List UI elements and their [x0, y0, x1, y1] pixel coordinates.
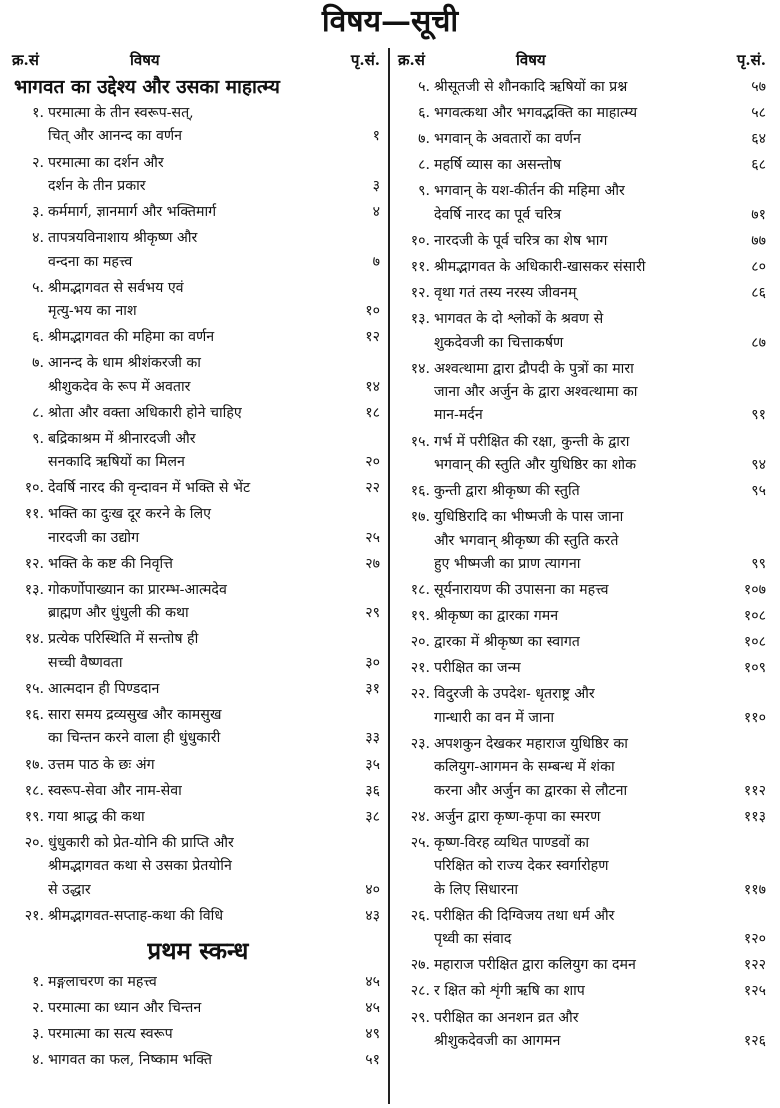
entry-number: २. [32, 999, 44, 1016]
entry-page: ५१ [365, 1052, 380, 1069]
entry-title: महर्षि व्यास का असन्तोष [434, 157, 562, 174]
entry-number: १४. [24, 631, 44, 648]
toc-entry [10, 1023, 382, 1046]
entry-page: १०७ [743, 582, 766, 599]
toc-entry [396, 733, 768, 803]
entry-page: ९५ [751, 483, 766, 500]
section-heading: प्रथम स्कन्ध [147, 935, 249, 965]
toc-entry [10, 806, 382, 829]
entry-title: कर्ममार्ग, ज्ञानमार्ग और भक्तिमार्ग [48, 204, 217, 220]
entry-page: ९१ [751, 407, 766, 424]
serial-header: क्र.सं [12, 51, 39, 69]
entry-number: २१. [410, 660, 430, 677]
entry-page: १४ [365, 378, 380, 395]
entry-page: १८ [365, 404, 380, 421]
toc-entry [10, 277, 382, 324]
toc-entry [396, 102, 768, 125]
entry-number: ११. [410, 258, 430, 275]
toc-entry [10, 553, 382, 576]
entry-title: महाराज परीक्षित द्वारा कलियुग का दमन [434, 957, 636, 974]
entry-title: परमात्मा का दर्शन और दर्शन के तीन प्रकार [48, 154, 164, 194]
entry-title: धुंधुकारी को प्रेत-योनि की प्राप्ति और श्रीमद्भागवत कथा से उसका प्रेतयोनि से उद्धार [48, 834, 234, 898]
toc-entry [10, 997, 382, 1020]
entry-title: गर्भ में परीक्षित की रक्षा, कुन्ती के द्वारा भगवान् की स्तुति और युधिष्ठिर का शोक [434, 433, 636, 473]
toc-entry [396, 230, 768, 253]
page-header: पृ.सं. [350, 51, 380, 69]
entry-page: १२० [743, 931, 766, 948]
toc-entry [10, 971, 382, 994]
entry-number: १९. [410, 608, 430, 625]
section-heading: भागवत का उद्देश्य और उसका माहात्म्य [14, 76, 280, 98]
entry-title: भक्ति के कष्ट की निवृत्ति [48, 555, 173, 572]
entry-number: ८. [32, 404, 44, 421]
entry-number: ७. [32, 355, 44, 372]
toc-entry [10, 503, 382, 550]
toc-entry [396, 657, 768, 680]
entry-page: १ [372, 128, 380, 145]
entry-page: २७ [365, 555, 380, 572]
right-column [396, 46, 768, 1056]
entry-title: नारदजी के पूर्व चरित्र का शेष भाग [434, 232, 608, 249]
entry-number: ९. [32, 430, 44, 447]
entry-number: २१. [24, 907, 44, 924]
toc-entry [396, 832, 768, 902]
toc-entry [396, 605, 768, 628]
entry-title: भक्ति का दुःख दूर करने के लिए नारदजी का उद्योग [48, 506, 211, 546]
toc-entry [396, 980, 768, 1003]
entry-title: मङ्गलाचरण का महत्त्व [48, 973, 157, 990]
toc-entry [396, 128, 768, 151]
toc-entry [10, 102, 382, 149]
entry-title: भगवत्कथा और भगवद्भक्ति का माहात्म्य [434, 105, 638, 122]
entry-number: १७. [24, 756, 44, 773]
toc-list [10, 102, 382, 928]
toc-entry [396, 905, 768, 952]
entry-page: ११३ [743, 808, 766, 825]
entry-page: १२२ [743, 957, 766, 974]
entry-page: १० [365, 303, 380, 319]
entry-title: अर्जुन द्वारा कृष्ण-कृपा का स्मरण [434, 808, 601, 825]
entry-title: श्रीमद्भागवत के अधिकारी-खासकर संसारी [434, 258, 646, 275]
entry-number: ६. [418, 105, 430, 122]
entry-page: ७१ [751, 206, 766, 223]
entry-number: १०. [410, 232, 430, 249]
entry-title: विदुरजी के उपदेश- धृतराष्ट्र और गान्धारी का वन में जाना [434, 686, 595, 726]
entry-title: सूर्यनारायण की उपासना का महत्त्व [434, 582, 609, 599]
toc-entry [10, 832, 382, 902]
entry-number: १८. [24, 782, 44, 799]
entry-title: श्रीमद्भागवत की महिमा का वर्णन [48, 329, 215, 346]
entry-number: १. [32, 973, 44, 990]
entry-page: ३३ [365, 730, 380, 747]
toc-list [396, 76, 768, 1053]
entry-title: परीक्षित का जन्म [434, 660, 521, 677]
toc-entry [10, 628, 382, 675]
entry-title: आत्मदान ही पिण्डदान [48, 680, 160, 697]
entry-number: ३. [32, 1026, 44, 1043]
entry-number: २४. [410, 808, 430, 825]
toc-entry [396, 506, 768, 576]
entry-title: भगवान् के यश-कीर्तन की महिमा और देवर्षि नारद का पूर्व चरित्र [434, 183, 625, 223]
toc-entry [10, 905, 382, 928]
serial-header: क्र.सं [398, 51, 425, 69]
toc-entry [396, 806, 768, 829]
entry-page: ५७ [751, 79, 766, 95]
entry-number: ४. [32, 230, 44, 247]
entry-page: १०९ [743, 660, 766, 677]
left-column [10, 46, 382, 1075]
entry-number: ५. [418, 79, 430, 95]
entry-title: स्वरूप-सेवा और नाम-सेवा [48, 782, 182, 799]
toc-entry [10, 152, 382, 199]
toc-entry [10, 579, 382, 626]
entry-page: ५८ [751, 105, 766, 122]
entry-number: १७. [410, 509, 430, 526]
entry-page: ७ [372, 253, 380, 270]
entry-number: ८. [418, 157, 430, 174]
toc-entry [396, 154, 768, 177]
entry-page: २० [365, 454, 380, 471]
entry-page: ११० [743, 709, 766, 726]
entry-number: २८. [410, 983, 430, 1000]
entry-number: २. [32, 154, 44, 171]
entry-number: ११. [24, 506, 44, 523]
entry-page: ६८ [751, 157, 766, 174]
entry-title: परीक्षित की दिग्विजय तथा धर्म और पृथ्वी का संवाद [434, 907, 615, 948]
entry-page: ४९ [365, 1026, 380, 1043]
column-header [10, 46, 382, 72]
entry-number: १९. [24, 808, 44, 825]
entry-title: भागवत के दो श्लोकों के श्रवण से शुकदेवजी का चित्ताकर्षण [434, 311, 604, 351]
toc-entry [10, 227, 382, 274]
entry-page: ८० [751, 258, 766, 275]
toc-entry [10, 326, 382, 349]
toc-entry [10, 402, 382, 425]
entry-page: ३० [365, 654, 380, 671]
toc-list [10, 971, 382, 1073]
toc-entry [396, 480, 768, 503]
page-header: पृ.सं. [736, 51, 766, 69]
entry-title: युधिष्ठिरादि का भीष्मजी के पास जाना और भगवान् श्रीकृष्ण की स्तुति करते हुए भीष्मजी का प्राण त्यागना [434, 509, 624, 572]
toc-entry [396, 1007, 768, 1054]
toc-entry [396, 954, 768, 977]
column-divider [388, 48, 390, 1104]
toc-entry [396, 282, 768, 305]
toc-entry [10, 477, 382, 500]
entry-page: १२६ [743, 1032, 766, 1049]
entry-page: १२५ [743, 983, 766, 1000]
toc-entry [396, 631, 768, 654]
entry-page: ४५ [365, 973, 380, 990]
entry-page: ८७ [751, 334, 766, 351]
entry-page: २९ [365, 605, 380, 622]
entry-number: २०. [24, 834, 44, 851]
entry-title: गोकर्णोपाख्यान का प्रारम्भ-आत्मदेव ब्राह्मण और धुंधुली की कथा [48, 581, 227, 622]
entry-page: ४३ [365, 907, 380, 924]
entry-number: २३. [410, 735, 430, 752]
entry-page: ४ [372, 204, 380, 220]
entry-page: ३८ [365, 808, 380, 825]
entry-number: ९. [418, 183, 430, 200]
entry-title: श्रीसूतजी से शौनकादि ऋषियों का प्रश्न [434, 79, 628, 95]
entry-number: १३. [24, 581, 44, 598]
entry-number: २०. [410, 634, 430, 651]
entry-number: १८. [410, 582, 430, 599]
entry-page: २२ [365, 480, 380, 497]
entry-page: ७७ [751, 232, 766, 249]
entry-title: अश्वत्थामा द्वारा द्रौपदी के पुत्रों का मारा जाना और अर्जुन के द्वारा अश्वत्थामा का मान-मर्दन [434, 360, 638, 424]
entry-number: ४. [32, 1052, 44, 1069]
entry-number: ६. [32, 329, 44, 346]
entry-title: द्वारका में श्रीकृष्ण का स्वागत [434, 634, 580, 651]
toc-entry [396, 683, 768, 730]
entry-number: १३. [410, 311, 430, 328]
entry-title: श्रीमद्भागवत से सर्वभय एवं मृत्यु-भय का नाश [48, 279, 184, 319]
toc-entry [10, 352, 382, 399]
entry-page: ६४ [751, 131, 766, 148]
entry-page: ८६ [751, 285, 766, 302]
entry-page: ४० [365, 881, 380, 898]
subject-header: विषय [516, 51, 546, 69]
entry-page: ३ [372, 177, 380, 194]
entry-title: परमात्मा का ध्यान और चिन्तन [48, 999, 202, 1016]
entry-title: परीक्षित का अनशन व्रत और श्रीशुकदेवजी का आगमन [434, 1009, 579, 1049]
entry-title: अपशकुन देखकर महाराज युधिष्ठिर का कलियुग-आगमन के सम्बन्ध में शंका करना और अर्जुन का द्वारका से लौटना [434, 735, 628, 799]
entry-page: ३६ [365, 782, 380, 799]
entry-title: कृष्ण-विरह व्यथित पाण्डवों का परिक्षित को राज्य देकर स्वर्गारोहण के लिए सिधारना [434, 834, 609, 898]
entry-page: ९४ [751, 456, 766, 473]
column-header [396, 46, 768, 72]
entry-page: ३५ [365, 756, 380, 773]
entry-number: १०. [24, 480, 44, 497]
toc-entry [10, 428, 382, 475]
entry-page: ९९ [751, 555, 766, 572]
entry-number: ५. [32, 279, 44, 296]
entry-title: सारा समय द्रव्यसुख और कामसुख का चिन्तन करने वाला ही धुंधुकारी [48, 707, 222, 747]
entry-number: २७. [410, 957, 430, 974]
entry-number: १६. [410, 483, 430, 500]
entry-title: श्रीकृष्ण का द्वारका गमन [434, 608, 559, 625]
entry-page: २५ [365, 529, 380, 546]
entry-number: २५. [410, 834, 430, 851]
entry-number: १२. [410, 285, 430, 302]
entry-number: १६. [24, 707, 44, 724]
entry-title: परमात्मा का सत्य स्वरूप [48, 1026, 173, 1043]
subject-header: विषय [130, 51, 160, 69]
entry-number: ७. [418, 131, 430, 148]
entry-title: कुन्ती द्वारा श्रीकृष्ण की स्तुति [434, 483, 580, 500]
entry-page: ११७ [743, 881, 766, 898]
entry-title: श्रोता और वक्ता अधिकारी होने चाहिए [48, 404, 242, 421]
entry-number: १४. [410, 360, 430, 377]
entry-title: उत्तम पाठ के छः अंग [48, 756, 155, 773]
entry-number: १५. [410, 433, 430, 450]
entry-title: परमात्मा के तीन स्वरूप-सत्, चित् और आनन्द का वर्णन [48, 105, 194, 145]
entry-page: ४५ [365, 999, 380, 1016]
toc-entry [10, 201, 382, 224]
toc-entry [10, 678, 382, 701]
page-title: विषय—सूची [321, 4, 459, 39]
entry-page: ३१ [365, 680, 380, 697]
entry-page: १०८ [743, 608, 766, 625]
entry-number: २९. [410, 1009, 430, 1026]
toc-entry [10, 780, 382, 803]
entry-number: ३. [32, 204, 44, 220]
toc-entry [10, 754, 382, 777]
toc-entry [10, 704, 382, 751]
entry-title: भगवान् के अवतारों का वर्णन [434, 131, 581, 148]
entry-page: १२ [365, 329, 380, 346]
entry-page: १०८ [743, 634, 766, 651]
entry-title: गया श्राद्ध की कथा [48, 808, 145, 825]
entry-number: २२. [410, 686, 430, 703]
entry-title: बद्रिकाश्रम में श्रीनारदजी और सनकादि ऋषियों का मिलन [48, 430, 196, 471]
entry-title: र क्षित को शृंगी ऋषि का शाप [434, 983, 585, 1000]
toc-entry [396, 76, 768, 99]
entry-number: १. [32, 105, 44, 121]
entry-number: २६. [410, 907, 430, 924]
entry-page: ११२ [743, 782, 766, 799]
entry-title: श्रीमद्भागवत-सप्ताह-कथा की विधि [48, 907, 224, 924]
entry-title: वृथा गतं तस्य नरस्य जीवनम् [434, 285, 577, 302]
entry-number: १५. [24, 680, 44, 697]
entry-title: देवर्षि नारद की वृन्दावन में भक्ति से भेंट [48, 480, 251, 497]
entry-number: १२. [24, 555, 44, 572]
entry-title: तापत्रयविनाशाय श्रीकृष्ण और वन्दना का महत्त्व [48, 230, 198, 270]
toc-entry [396, 358, 768, 428]
toc-entry [396, 256, 768, 279]
toc-entry [396, 431, 768, 478]
toc-entry [396, 308, 768, 355]
entry-title: आनन्द के धाम श्रीशंकरजी का श्रीशुकदेव के रूप में अवतार [48, 355, 201, 395]
toc-entry [10, 1049, 382, 1072]
toc-entry [396, 579, 768, 602]
entry-title: भागवत का फल, निष्काम भक्ति [48, 1052, 212, 1069]
toc-entry [396, 180, 768, 227]
entry-title: प्रत्येक परिस्थिति में सन्तोष ही सच्ची वैष्णवता [48, 631, 199, 671]
